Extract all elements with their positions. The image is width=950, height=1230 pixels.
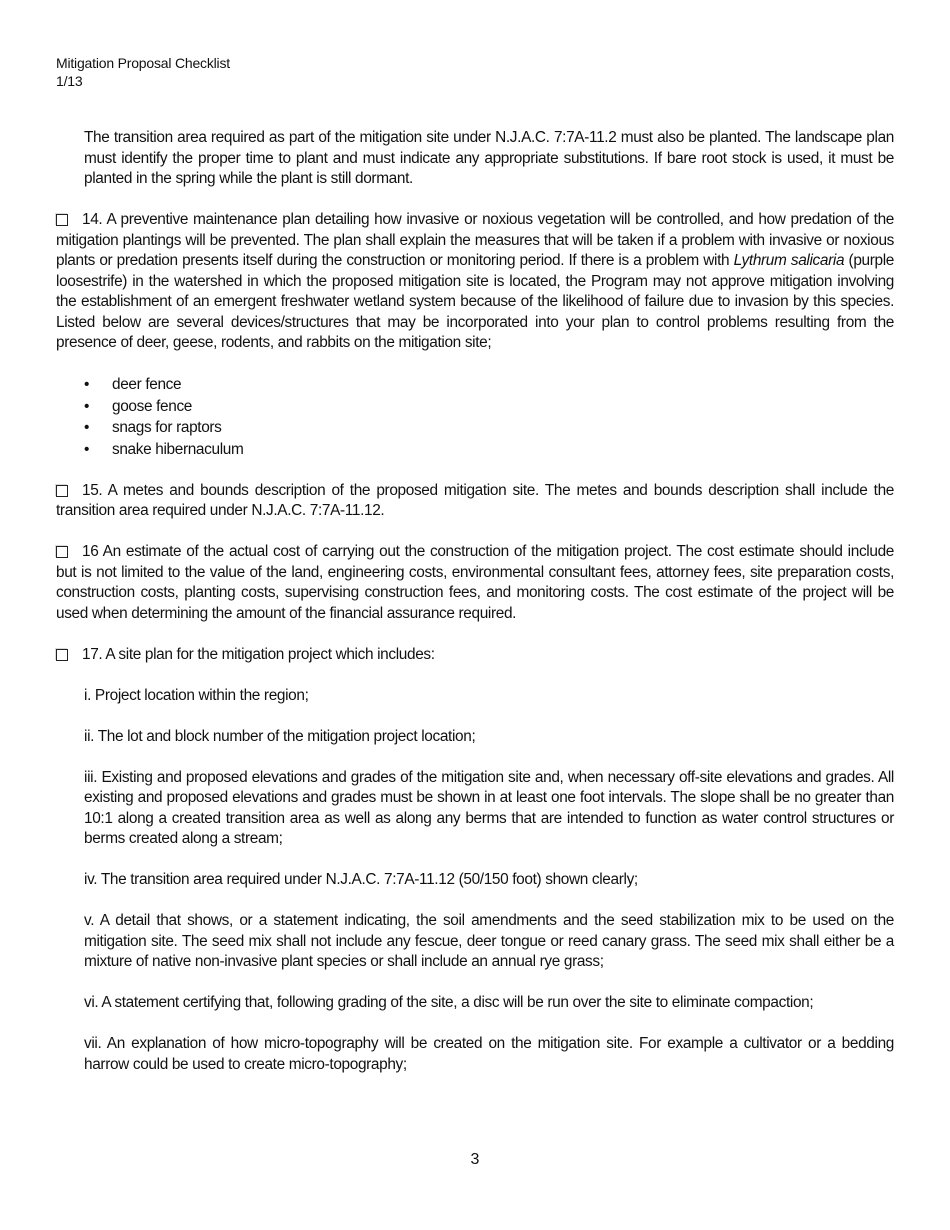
page-content bbox=[56, 128, 894, 1096]
devices-list bbox=[56, 374, 894, 460]
item-17-checkbox[interactable] bbox=[56, 649, 68, 661]
item-16-checkbox[interactable] bbox=[56, 546, 68, 558]
intro-paragraph: The transition area required as part of the mitigation site under N.J.A.C. 7:7A-11.2 must also be planted. The landscape plan must identify the proper time to plant and must indicate any appropriate substitutions. If bare root stock is used, it must be planted in the spring while the plant is still dormant. bbox=[84, 129, 894, 187]
list-item: • snags for raptors bbox=[56, 417, 894, 439]
subitem-v: v. A detail that shows, or a statement indicating, the soil amendments and the seed stabilization mix to be used on the mitigation site. The seed mix shall not include any fescue, deer tongue or reed canary grass. The seed mix shall either be a mixture of native non-invasive plant species or shall include an annual rye grass; bbox=[84, 912, 894, 970]
subitem-ii: ii. The lot and block number of the mitigation project location; bbox=[84, 727, 476, 745]
item-14-species: Lythrum salicaria bbox=[733, 252, 845, 269]
list-item: • deer fence bbox=[56, 374, 894, 396]
header-title: Mitigation Proposal Checklist bbox=[56, 55, 230, 71]
item-14-text-after: (purple loosestrife) in the watershed in which the proposed mitigation site is located, the Program may not approve mitigation involving the establishment of an emergent freshwater wetland system because of the likelihood of failure due to invasion by this species. Listed below are several devices/structures that may be incorporated into your plan to control problems resulting from the presence of deer, geese, rodents, and rabbits on the mitigation site; bbox=[56, 252, 895, 351]
item-14-text-before: 14. A preventive maintenance plan detailing how invasive or noxious vegetation will be controlled, and how predation of the mitigation plantings will be prevented. The plan shall explain the measures that will be taken if a problem with invasive or noxious plants or predation presents itself during the construction or monitoring period. If there is a problem with bbox=[56, 211, 894, 269]
item-15 bbox=[56, 481, 894, 522]
item-16-text: 16 An estimate of the actual cost of carrying out the construction of the mitigation project. The cost estimate should include but is not limited to the value of the land, engineering costs, environmental consultant fees, attorney fees, site preparation costs, construction costs, planting costs, supervising construction fees, and monitoring costs. The cost estimate of the project will be used when determining the amount of the financial assurance required. bbox=[56, 543, 894, 622]
item-17 bbox=[56, 645, 894, 666]
page-number: 3 bbox=[470, 1151, 480, 1168]
page-header bbox=[56, 54, 230, 90]
subitem-iv: iv. The transition area required under N.J.A.C. 7:7A-11.12 (50/150 foot) shown clearly; bbox=[84, 871, 638, 888]
subitem-i: i. Project location within the region; bbox=[84, 686, 309, 704]
item-16 bbox=[56, 542, 894, 624]
item-15-checkbox[interactable] bbox=[56, 485, 68, 497]
subitem-iii: iii. Existing and proposed elevations and grades of the mitigation site and, when necessary off-site elevations and grades. All existing and proposed elevations and grades must be shown in at least one foot intervals. The slope shall be no greater than 10:1 along a created transition area as well as along any berms that are intended to function as water control structures or berms created along a stream; bbox=[84, 768, 894, 847]
item-14 bbox=[56, 210, 894, 354]
item-15-text: 15. A metes and bounds description of the proposed mitigation site. The metes and bounds description shall include the transition area required under N.J.A.C. 7:7A-11.12. bbox=[56, 481, 894, 519]
list-item: • snake hibernaculum bbox=[56, 439, 894, 461]
list-item: • goose fence bbox=[56, 396, 894, 418]
item-14-checkbox[interactable] bbox=[56, 214, 68, 226]
subitem-vii: vii. An explanation of how micro-topography will be created on the mitigation site. For example a cultivator or a bedding harrow could be used to create micro-topography; bbox=[84, 1035, 894, 1073]
item-17-heading: 17. A site plan for the mitigation project which includes: bbox=[82, 645, 435, 663]
subitem-vi: vi. A statement certifying that, following grading of the site, a disc will be run over the site to eliminate compaction; bbox=[84, 994, 814, 1011]
header-date: 1/13 bbox=[56, 73, 83, 89]
